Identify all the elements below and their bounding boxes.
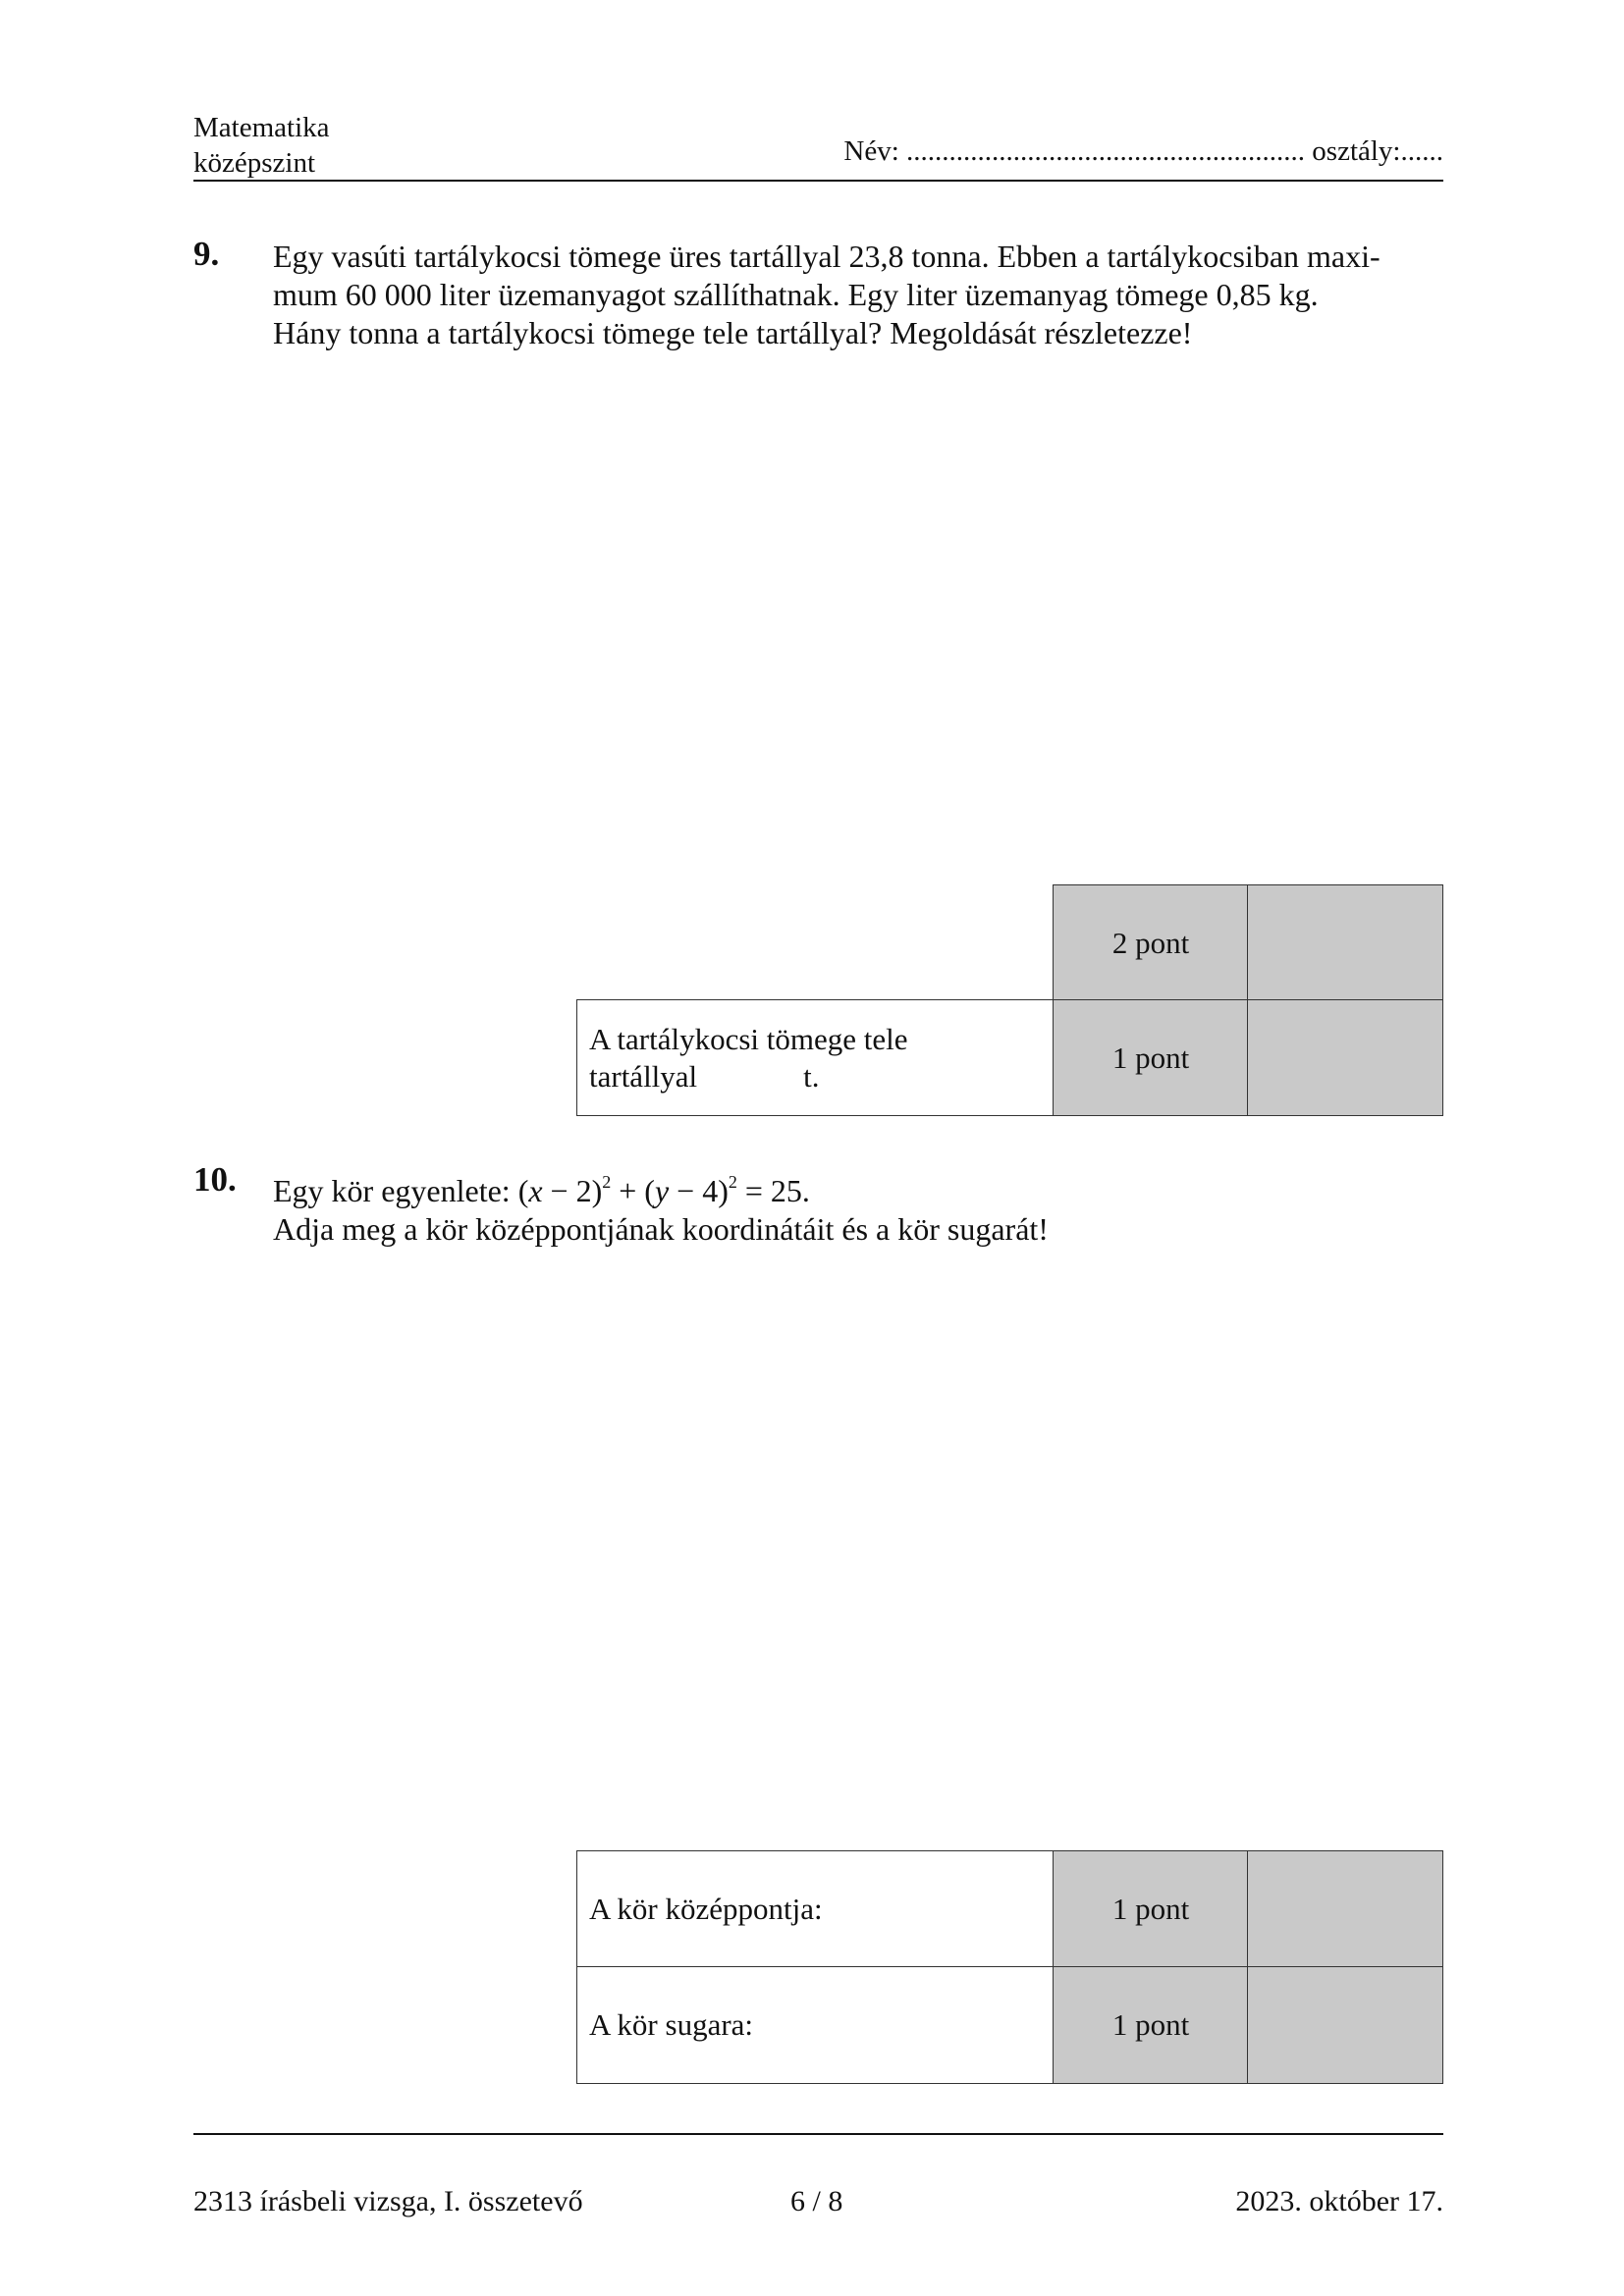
- problem-9-line-3: Hány tonna a tartálykocsi tömege tele tartállyal? Megoldását részletezze!: [273, 315, 1193, 350]
- radius-points-box: [1053, 1966, 1249, 2084]
- problem-9-score-entry-2[interactable]: [1247, 999, 1443, 1116]
- subject-level: középszint: [193, 147, 316, 179]
- problem-9-answer-box[interactable]: [576, 999, 1055, 1116]
- header-subject: [193, 110, 330, 181]
- points-label: 1 pont: [1111, 1040, 1190, 1075]
- problem-10-line-2: Adja meg a kör középpontjának koordinátáit és a kör sugarát!: [273, 1211, 1049, 1247]
- center-label: A kör középpontja:: [589, 1892, 823, 1926]
- circle-equation: $(x - 2)^2 + (y - 4)^2 = 25$.: [517, 1172, 810, 1208]
- problem-9-points-box-1: [1053, 884, 1249, 1001]
- header-divider: [193, 180, 1443, 182]
- answer-label-line-1: A tartálykocsi tömege tele: [589, 1021, 908, 1056]
- problem-9-points-box-2: [1053, 999, 1249, 1116]
- footer-exam-code: 2313 írásbeli vizsga, I. összetevő: [193, 2185, 583, 2217]
- points-label: 1 pont: [1111, 2007, 1190, 2042]
- points-label: 1 pont: [1111, 1892, 1190, 1926]
- problem-9-line-1: Egy vasúti tartálykocsi tömege üres tartállyal 23,8 tonna. Ebben a tartálykocsiban maxi-: [273, 239, 1380, 274]
- problem-10-number: 10.: [193, 1160, 237, 1199]
- problem-10-line-1: [273, 1163, 1443, 1210]
- radius-score-entry[interactable]: [1247, 1966, 1443, 2084]
- answer-unit: t.: [803, 1058, 820, 1094]
- footer-date: 2023. október 17.: [1235, 2185, 1443, 2217]
- radius-answer-box[interactable]: [576, 1966, 1055, 2084]
- center-points-box: [1053, 1850, 1249, 1968]
- points-label: 2 pont: [1111, 925, 1190, 960]
- center-score-entry[interactable]: [1247, 1850, 1443, 1968]
- problem-10-text: [273, 1163, 1443, 1249]
- problem-9-number: 9.: [193, 235, 220, 273]
- footer-divider: [193, 2133, 1443, 2135]
- problem-9-score-entry-1[interactable]: [1247, 884, 1443, 1001]
- radius-label: A kör sugara:: [589, 2007, 754, 2042]
- name-class-field: Név: ........................................................ osztály:......: [843, 135, 1443, 167]
- subject-title: Matematika: [193, 112, 330, 143]
- footer-page-number: 6 / 8: [790, 2185, 843, 2217]
- problem-9-line-2: mum 60 000 liter üzemanyagot szállíthatnak. Egy liter üzemanyag tömege 0,85 kg.: [273, 277, 1319, 312]
- problem-9-text: [273, 238, 1443, 352]
- answer-label-line-2: tartállyal: [589, 1058, 698, 1094]
- equation-intro: Egy kör egyenlete:: [273, 1173, 511, 1208]
- center-answer-box[interactable]: [576, 1850, 1055, 1968]
